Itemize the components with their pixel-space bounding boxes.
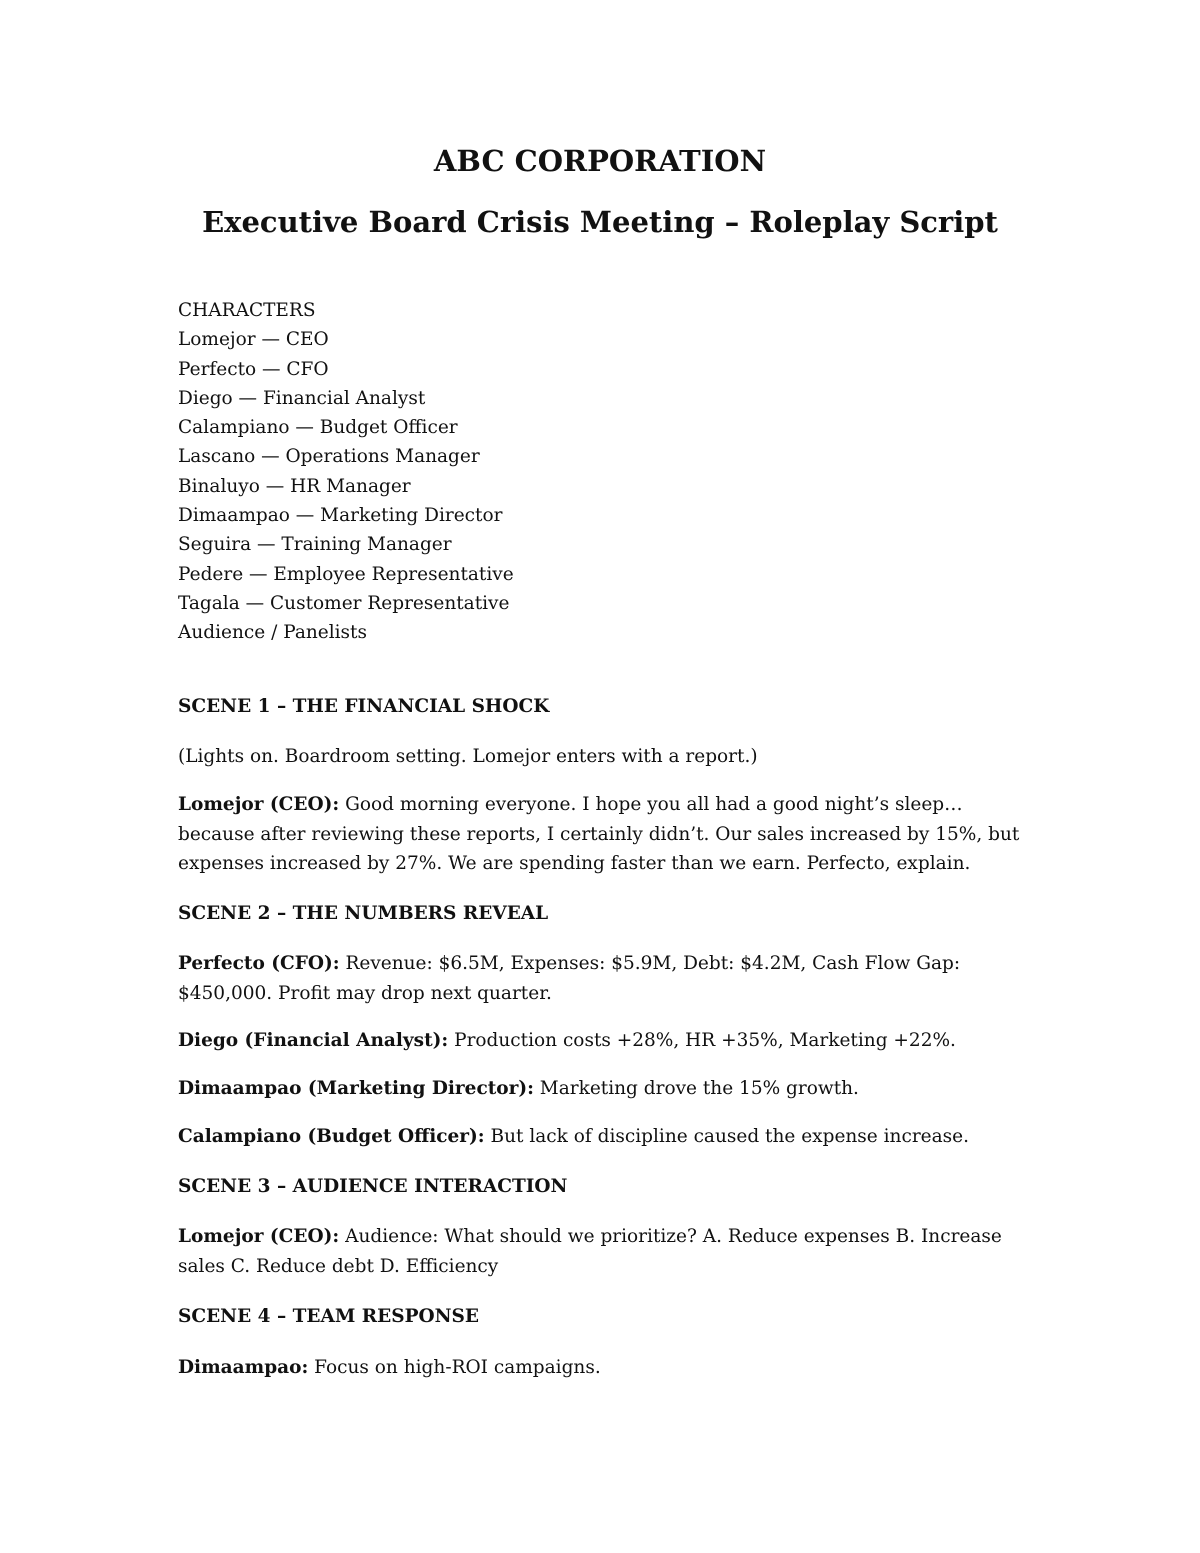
character-item: Binaluyo — HR Manager [178,475,411,497]
speaker-name: Dimaampao (Marketing Director): [178,1078,534,1099]
speaker-name: Lomejor (CEO): [178,1226,340,1247]
dialogue-text: Focus on high-ROI campaigns. [308,1357,601,1378]
speaker-name: Lomejor (CEO): [178,794,340,815]
document-subtitle: Executive Board Crisis Meeting – Roleplay Script [202,205,998,239]
character-item: Pedere — Employee Representative [178,563,514,585]
scene-3-heading: SCENE 3 – AUDIENCE INTERACTION [178,1176,568,1197]
character-item: Dimaampao — Marketing Director [178,505,503,527]
dialogue-text: But lack of discipline caused the expense increase. [484,1126,969,1147]
character-item: Lomejor — CEO [178,329,329,351]
dialogue-line [178,1026,1038,1056]
character-item: Seguira — Training Manager [178,534,452,556]
dialogue-text: Audience: What should we prioritize? A. Reduce expenses B. Increase sales C. Reduce debt D. Efficiency [178,1226,1002,1277]
character-item: Calampiano — Budget Officer [178,417,458,439]
character-item: Perfecto — CFO [178,358,329,380]
document-title: ABC CORPORATION [433,144,767,178]
dialogue-text: Production costs +28%, HR +35%, Marketing +22%. [448,1030,956,1051]
scene-1-heading: SCENE 1 – THE FINANCIAL SHOCK [178,696,550,717]
dialogue-line [178,1122,1038,1152]
dialogue-line [178,1353,1038,1383]
speaker-name: Dimaampao: [178,1357,309,1378]
dialogue-line [178,790,1038,879]
stage-direction: (Lights on. Boardroom setting. Lomejor enters with a report.) [178,746,758,767]
scene-4-heading: SCENE 4 – TEAM RESPONSE [178,1306,480,1327]
characters-heading: CHARACTERS [178,300,316,321]
dialogue-line [178,1222,1038,1281]
speaker-name: Calampiano (Budget Officer): [178,1126,485,1147]
speaker-name: Perfecto (CFO): [178,953,340,974]
characters-list [178,296,514,648]
dialogue-line [178,1074,1038,1104]
dialogue-text: Marketing drove the 15% growth. [533,1078,859,1099]
dialogue-text: Revenue: $6.5M, Expenses: $5.9M, Debt: $4.2M, Cash Flow Gap: $450,000. Profit may drop next quarter. [178,953,961,1004]
character-item: Tagala — Customer Representative [178,592,510,614]
character-item: Audience / Panelists [178,622,367,644]
character-item: Lascano — Operations Manager [178,446,480,468]
speaker-name: Diego (Financial Analyst): [178,1030,449,1051]
dialogue-text: Good morning everyone. I hope you all had a good night’s sleep… because after reviewing these reports, I certainly didn’t. Our sales increased by 15%, but expenses increased by 27%. We are spending faster than we earn. Perfecto, explain. [178,794,1020,874]
dialogue-line [178,949,1038,1008]
scene-2-heading: SCENE 2 – THE NUMBERS REVEAL [178,903,549,924]
character-item: Diego — Financial Analyst [178,387,426,409]
